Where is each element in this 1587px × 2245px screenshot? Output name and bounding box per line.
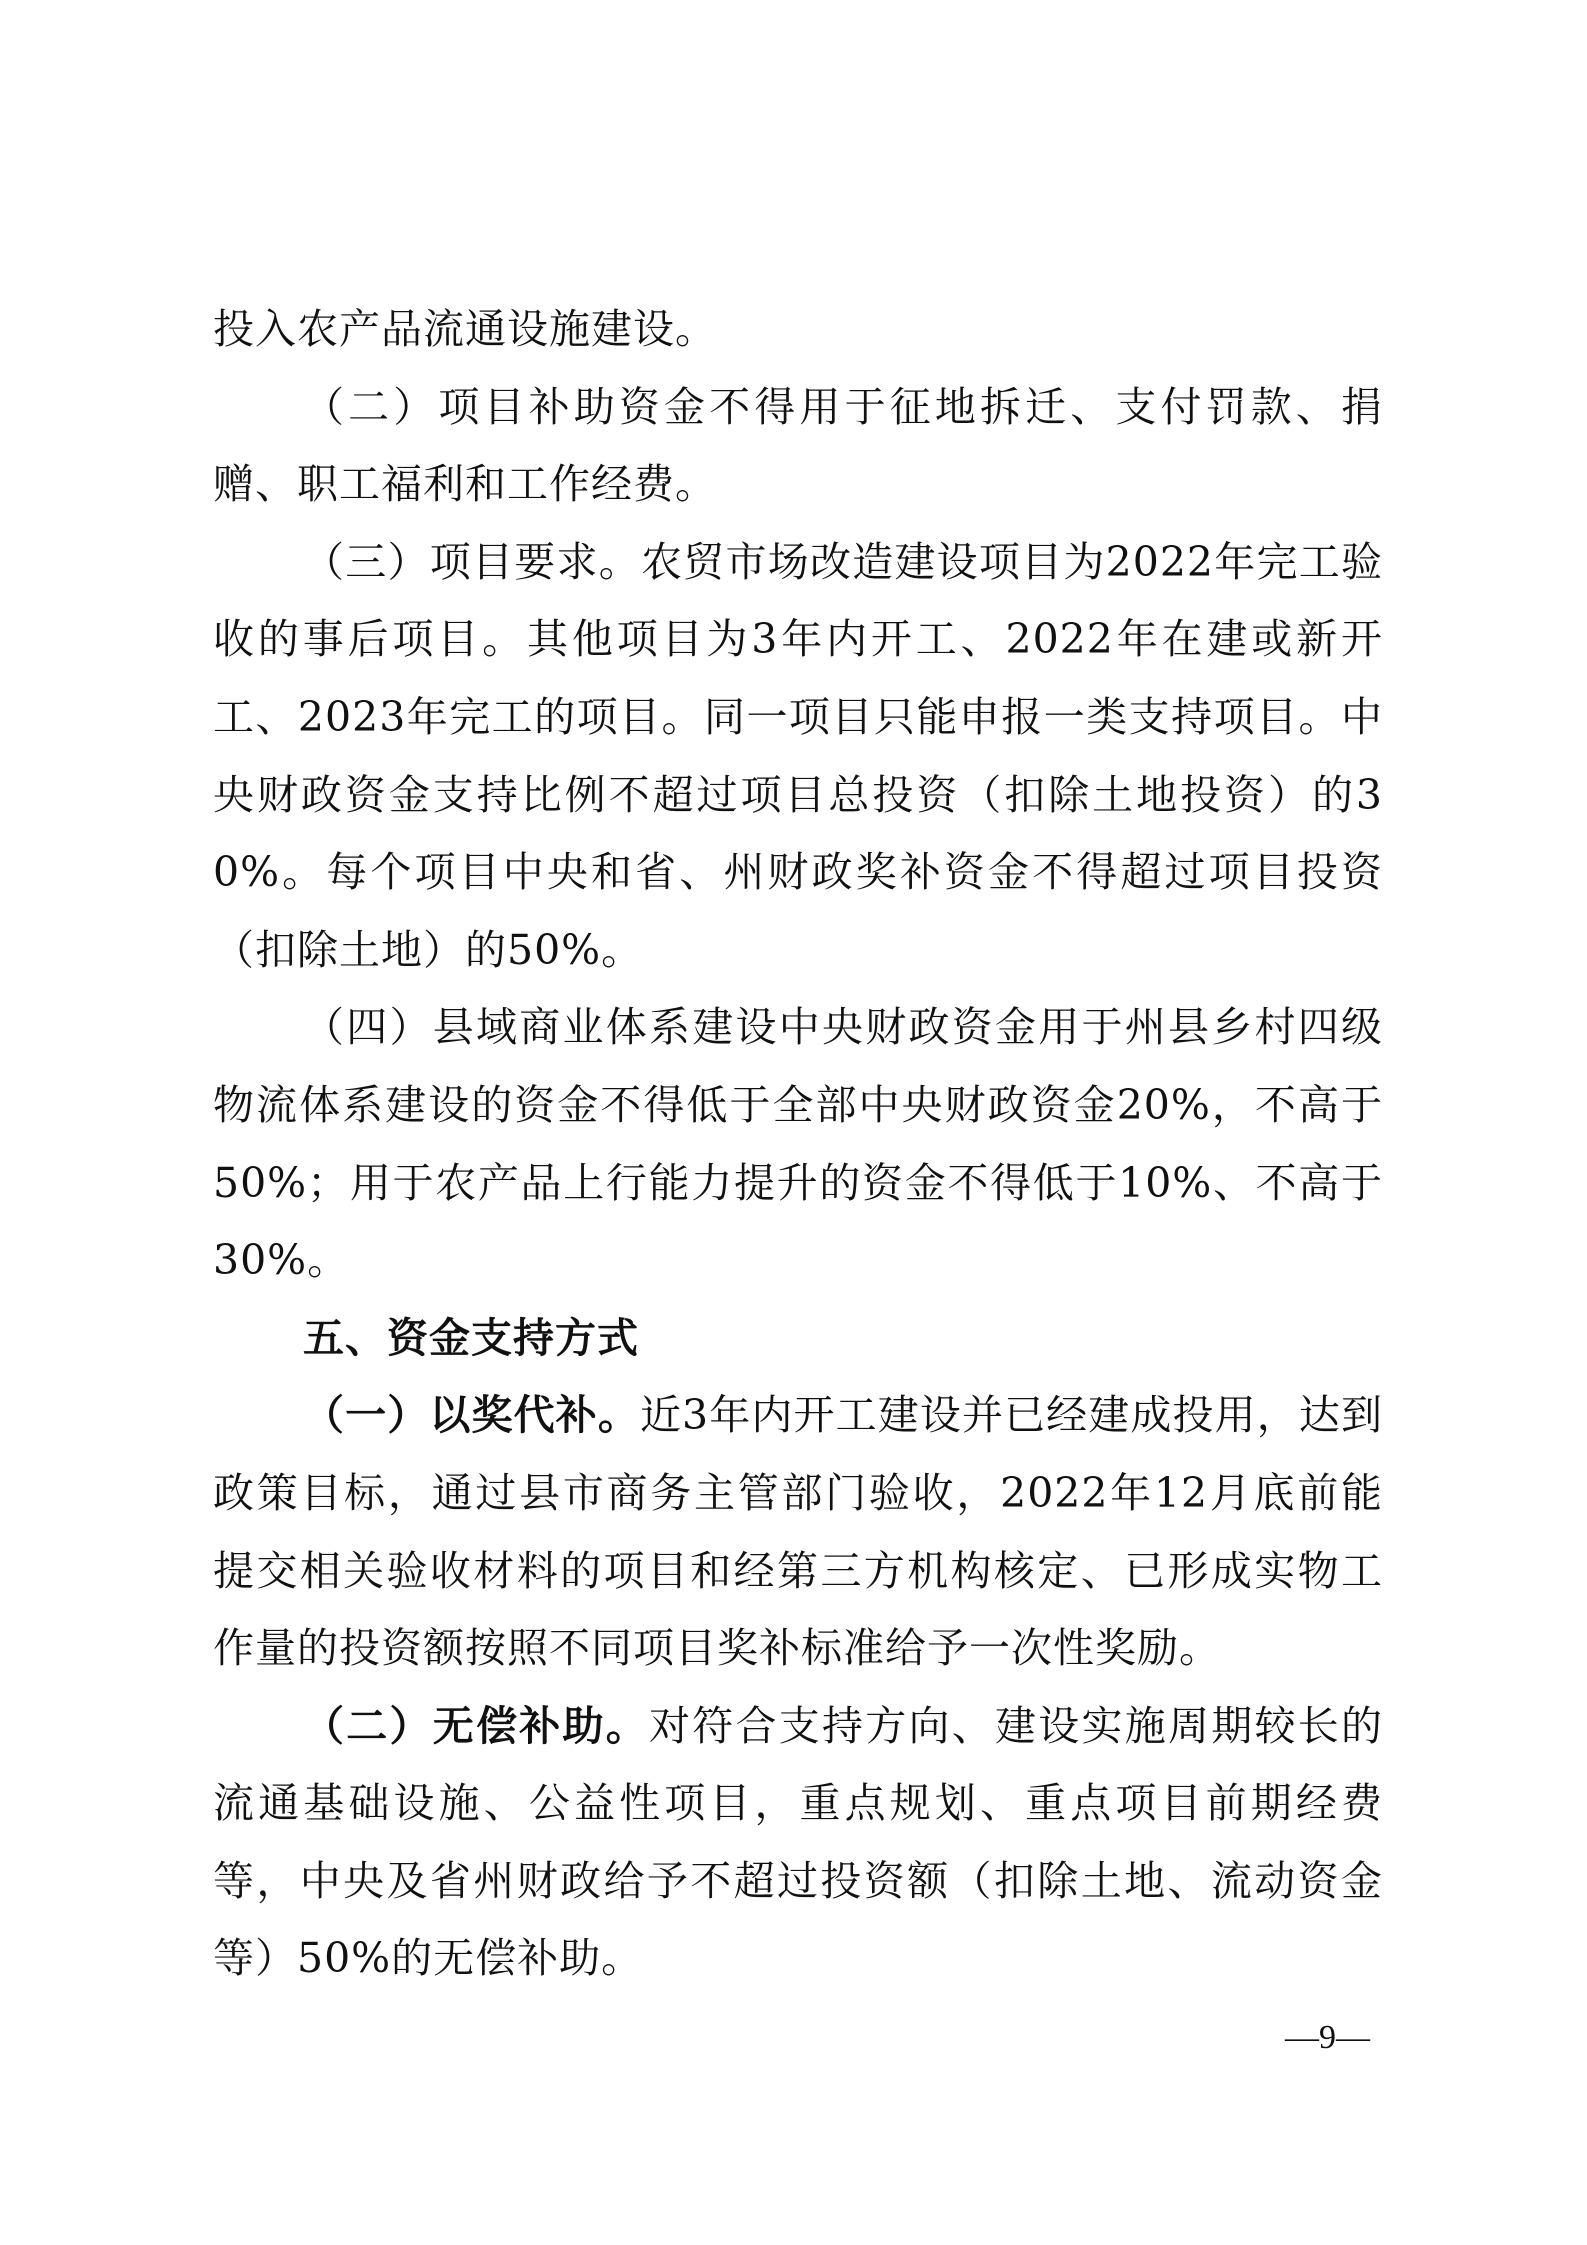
paragraph-text: （二）项目补助资金不得用于征地拆迁、支付罚款、捐赠、职工福利和工作经费。 bbox=[213, 382, 1383, 509]
paragraph-item-4-county-commerce bbox=[213, 989, 1383, 1299]
paragraph-item-3-project-requirements bbox=[213, 524, 1383, 990]
paragraph-lead: （一）以奖代补。 bbox=[303, 1391, 640, 1440]
paragraph-item-2-funding-restrictions bbox=[213, 369, 1383, 524]
page-number: —9— bbox=[1285, 2019, 1370, 2056]
paragraph-text: 投入农产品流通设施建设。 bbox=[213, 305, 717, 353]
paragraph-reward-subsidy bbox=[213, 1377, 1383, 1687]
paragraph-text: （四）县域商业体系建设中央财政资金用于州县乡村四级物流体系建设的资金不得低于全部中央财政资金20%，不高于50%；用于农产品上行能力提升的资金不得低于10%、不高于30%。 bbox=[213, 1003, 1383, 1285]
paragraph-free-subsidy bbox=[213, 1688, 1383, 1998]
paragraph-lead: （二）无偿补助。 bbox=[303, 1701, 649, 1750]
document-body bbox=[213, 291, 1383, 1998]
paragraph-text: 近3年内开工建设并已经建成投用，达到政策目标，通过县市商务主管部门验收，2022年12月底前能提交相关验收材料的项目和经第三方机构核定、已形成实物工作量的投资额按照不同项目奖补标准给予一次性奖励。 bbox=[213, 1391, 1383, 1673]
paragraph-text: （三）项目要求。农贸市场改造建设项目为2022年完工验收的事后项目。其他项目为3年内开工、2022年在建或新开工、2023年完工的项目。同一项目只能申报一类支持项目。中央财政资金支持比例不超过项目总投资（扣除土地投资）的30%。每个项目中央和省、州财政奖补资金不得超过项目投资（扣除土地）的50%。 bbox=[213, 537, 1383, 974]
paragraph-text: 对符合支持方向、建设实施周期较长的流通基础设施、公益性项目，重点规划、重点项目前期经费等，中央及省州财政给予不超过投资额（扣除土地、流动资金等）50%的无偿补助。 bbox=[213, 1701, 1383, 1983]
section-heading-funding-methods: 五、资金支持方式 bbox=[303, 1313, 639, 1362]
paragraph-continuation bbox=[213, 291, 1383, 369]
